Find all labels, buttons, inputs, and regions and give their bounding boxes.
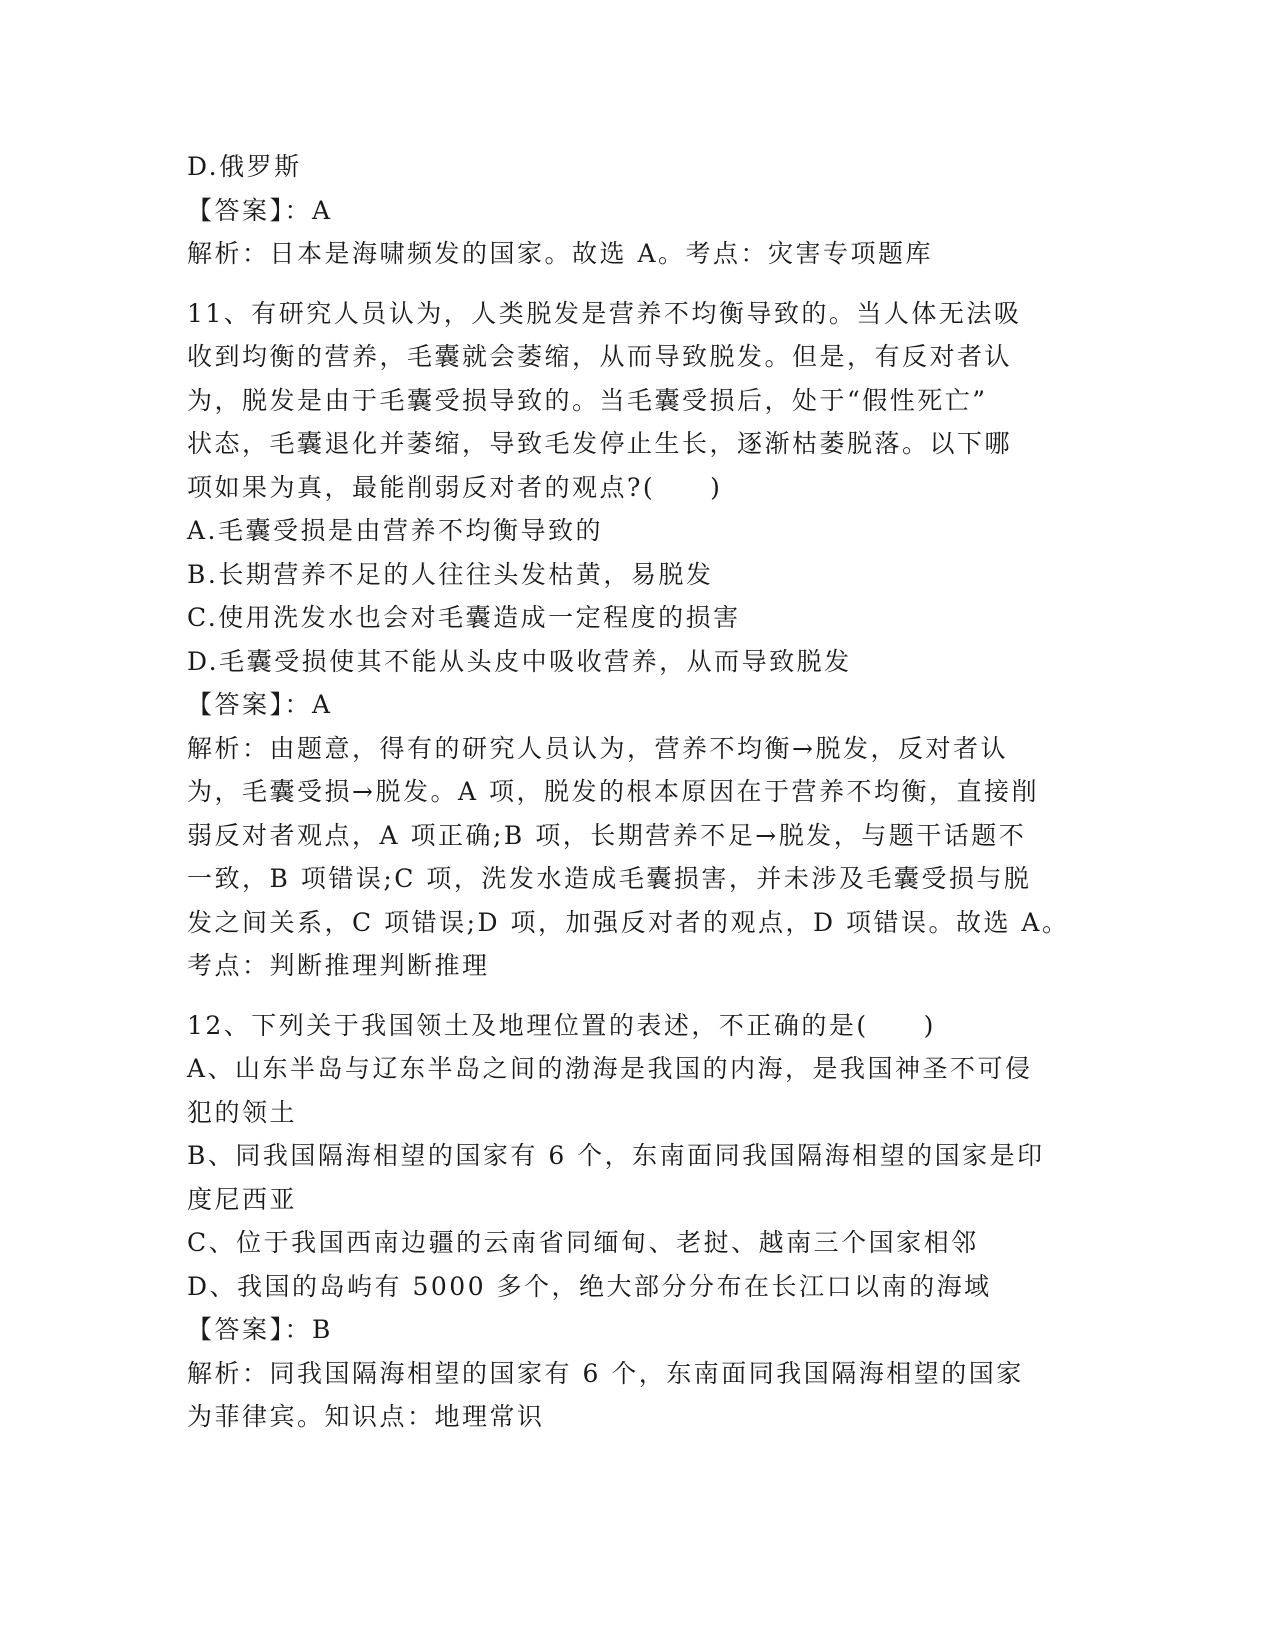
q11-stem-line: 为，脱发是由于毛囊受损导致的。当毛囊受损后，处于“假性死亡” [187, 385, 988, 415]
page-content [187, 145, 1087, 1439]
q12-stem-line: 12、下列关于我国领土及地理位置的表述，不正确的是( ) [187, 1010, 936, 1040]
q12-option-a-cont: 犯的领土 [187, 1097, 298, 1127]
q11-option-d: D.毛囊受损使其不能从头皮中吸收营养，从而导致脱发 [187, 646, 852, 676]
q12-option-b: B、同我国隔海相望的国家有 6 个，东南面同我国隔海相望的国家是印 [187, 1141, 1045, 1170]
q11-option-b: B.长期营养不足的人往往头发枯黄，易脱发 [187, 559, 714, 589]
prev-analysis: 解析：日本是海啸频发的国家。故选 A。考点：灾害专项题库 [187, 239, 934, 268]
q11-analysis-line: 发之间关系，C 项错误;D 项，加强反对者的观点，D 项错误。故选 A。 [187, 907, 1070, 937]
q11-stem-line: 状态，毛囊退化并萎缩，导致毛发停止生长，逐渐枯萎脱落。以下哪 [187, 429, 1013, 458]
prev-option-d: D.俄罗斯 [187, 152, 302, 181]
q12-option-a: A、山东半岛与辽东半岛之间的渤海是我国的内海，是我国神圣不可侵 [187, 1054, 1033, 1083]
q12-analysis-line: 为菲律宾。知识点：地理常识 [187, 1402, 545, 1431]
q12-option-b-cont: 度尼西亚 [187, 1184, 298, 1214]
q11-analysis-line: 一致，B 项错误;C 项，洗发水造成毛囊损害，并未涉及毛囊受损与脱 [187, 864, 1032, 893]
question-11 [187, 292, 1087, 988]
q11-analysis-line: 为，毛囊受损→脱发。A 项，脱发的根本原因在于营养不均衡，直接削 [187, 777, 1039, 806]
q12-option-d: D、我国的岛屿有 5000 多个，绝大部分分布在长江口以南的海域 [187, 1271, 992, 1301]
q12-option-c: C、位于我国西南边疆的云南省同缅甸、老挝、越南三个国家相邻 [187, 1228, 979, 1257]
q11-option-a: A.毛囊受损是由营养不均衡导致的 [187, 516, 604, 545]
q12-answer: 【答案】：B [187, 1315, 333, 1344]
q11-analysis-line: 解析：由题意，得有的研究人员认为，营养不均衡→脱发，反对者认 [187, 733, 1008, 763]
q11-analysis-line: 弱反对者观点，A 项正确;B 项，长期营养不足→脱发，与题干话题不 [187, 820, 1027, 850]
q12-analysis-line: 解析：同我国隔海相望的国家有 6 个，东南面同我国隔海相望的国家 [187, 1358, 1024, 1388]
q11-analysis-line: 考点：判断推理判断推理 [187, 951, 490, 980]
question-12 [187, 1004, 1087, 1439]
q11-answer: 【答案】：A [187, 690, 333, 719]
q11-stem-line: 11、有研究人员认为，人类脱发是营养不均衡导致的。当人体无法吸 [187, 298, 1022, 328]
q11-option-c: C.使用洗发水也会对毛囊造成一定程度的损害 [187, 603, 741, 632]
q11-stem-line: 项如果为真，最能削弱反对者的观点?( ) [187, 472, 723, 502]
q11-stem-line: 收到均衡的营养，毛囊就会萎缩，从而导致脱发。但是，有反对者认 [187, 342, 1013, 371]
prev-answer: 【答案】：A [187, 195, 333, 225]
prev-question [187, 145, 1087, 276]
